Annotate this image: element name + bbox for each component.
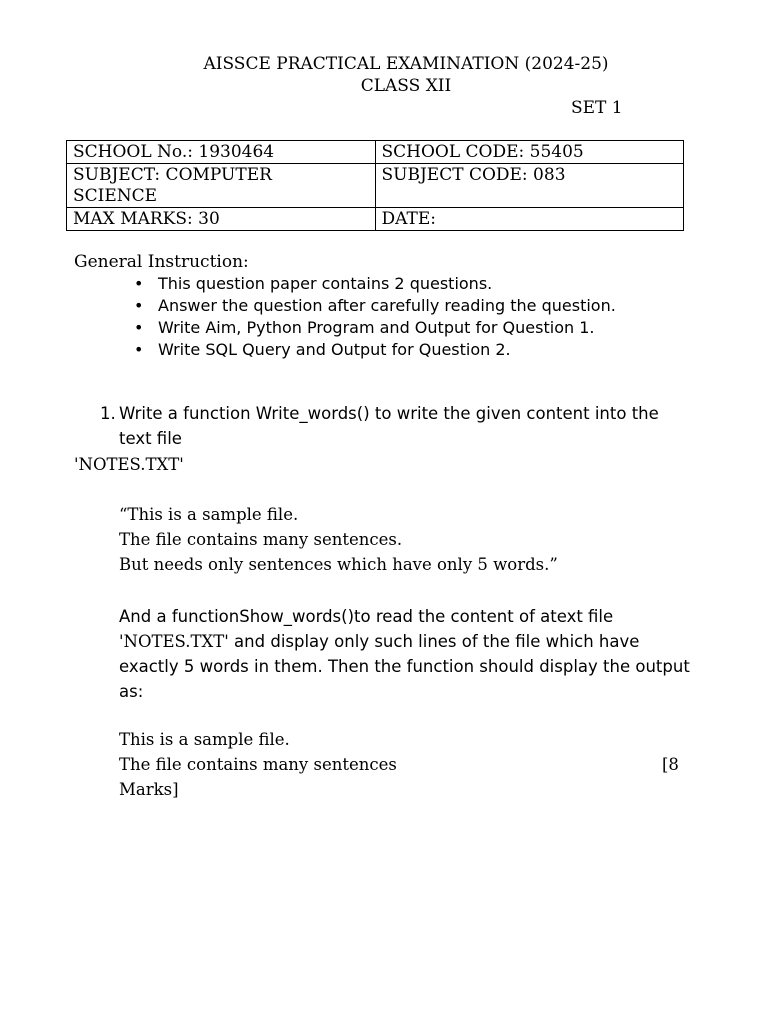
paragraph-line: exactly 5 words in them. Then the function should display the output <box>119 657 690 676</box>
paragraph-line: And a functionShow_words()to read the content of atext file <box>119 607 614 626</box>
question-text-line-1: Write a function Write_words() to write the given content into the <box>119 404 659 423</box>
date-cell: DATE: <box>375 208 684 231</box>
subject-line-2: SCIENCE <box>73 186 158 206</box>
marks-label: [8 <box>662 755 679 774</box>
question-paragraph <box>119 604 744 704</box>
instruction-text: Write Aim, Python Program and Output for Question 1. <box>158 318 595 337</box>
marks-label-continued: Marks] <box>119 780 179 799</box>
instructions-heading: General Instruction: <box>74 252 249 272</box>
instructions-list <box>134 273 616 361</box>
expected-output-line: This is a sample file. <box>119 730 290 749</box>
exam-title: AISSCE PRACTICAL EXAMINATION (2024-25) <box>203 54 609 74</box>
list-item <box>134 317 616 339</box>
bullet-icon: • <box>134 274 144 293</box>
instruction-text: Answer the question after carefully reading the question. <box>158 296 616 315</box>
table-row <box>67 164 684 208</box>
subject-code-cell: SUBJECT CODE: 083 <box>375 164 684 208</box>
subject-line-1: SUBJECT: COMPUTER <box>73 165 272 185</box>
instruction-text: This question paper contains 2 questions. <box>158 274 493 293</box>
question-text-line-2: text file <box>119 429 182 448</box>
exam-info-table <box>66 140 684 231</box>
subject-cell <box>67 164 376 208</box>
instruction-text: Write SQL Query and Output for Question 2. <box>158 340 511 359</box>
table-row <box>67 208 684 231</box>
list-item <box>134 339 616 361</box>
expected-output-line: The file contains many sentences <box>119 755 397 774</box>
file-content-line: The file contains many sentences. <box>119 530 403 549</box>
bullet-icon: • <box>134 296 144 315</box>
bullet-icon: • <box>134 318 144 337</box>
school-number-cell: SCHOOL No.: 1930464 <box>67 141 376 164</box>
paragraph-text: and display only such lines of the file which have <box>228 632 640 651</box>
question-filename: 'NOTES.TXT' <box>74 455 184 474</box>
school-code-cell: SCHOOL CODE: 55405 <box>375 141 684 164</box>
paragraph-line: as: <box>119 682 144 701</box>
table-row <box>67 141 684 164</box>
set-label: SET 1 <box>571 98 623 118</box>
max-marks-cell: MAX MARKS: 30 <box>67 208 376 231</box>
list-item <box>134 295 616 317</box>
list-item <box>134 273 616 295</box>
question-number: 1. <box>100 404 116 423</box>
paragraph-filename: 'NOTES.TXT' <box>119 632 229 651</box>
file-content-line: But needs only sentences which have only 5 words.” <box>119 555 558 574</box>
class-heading: CLASS XII <box>360 76 452 96</box>
file-content-line: “This is a sample file. <box>119 505 299 524</box>
bullet-icon: • <box>134 340 144 359</box>
paragraph-line <box>119 629 744 654</box>
